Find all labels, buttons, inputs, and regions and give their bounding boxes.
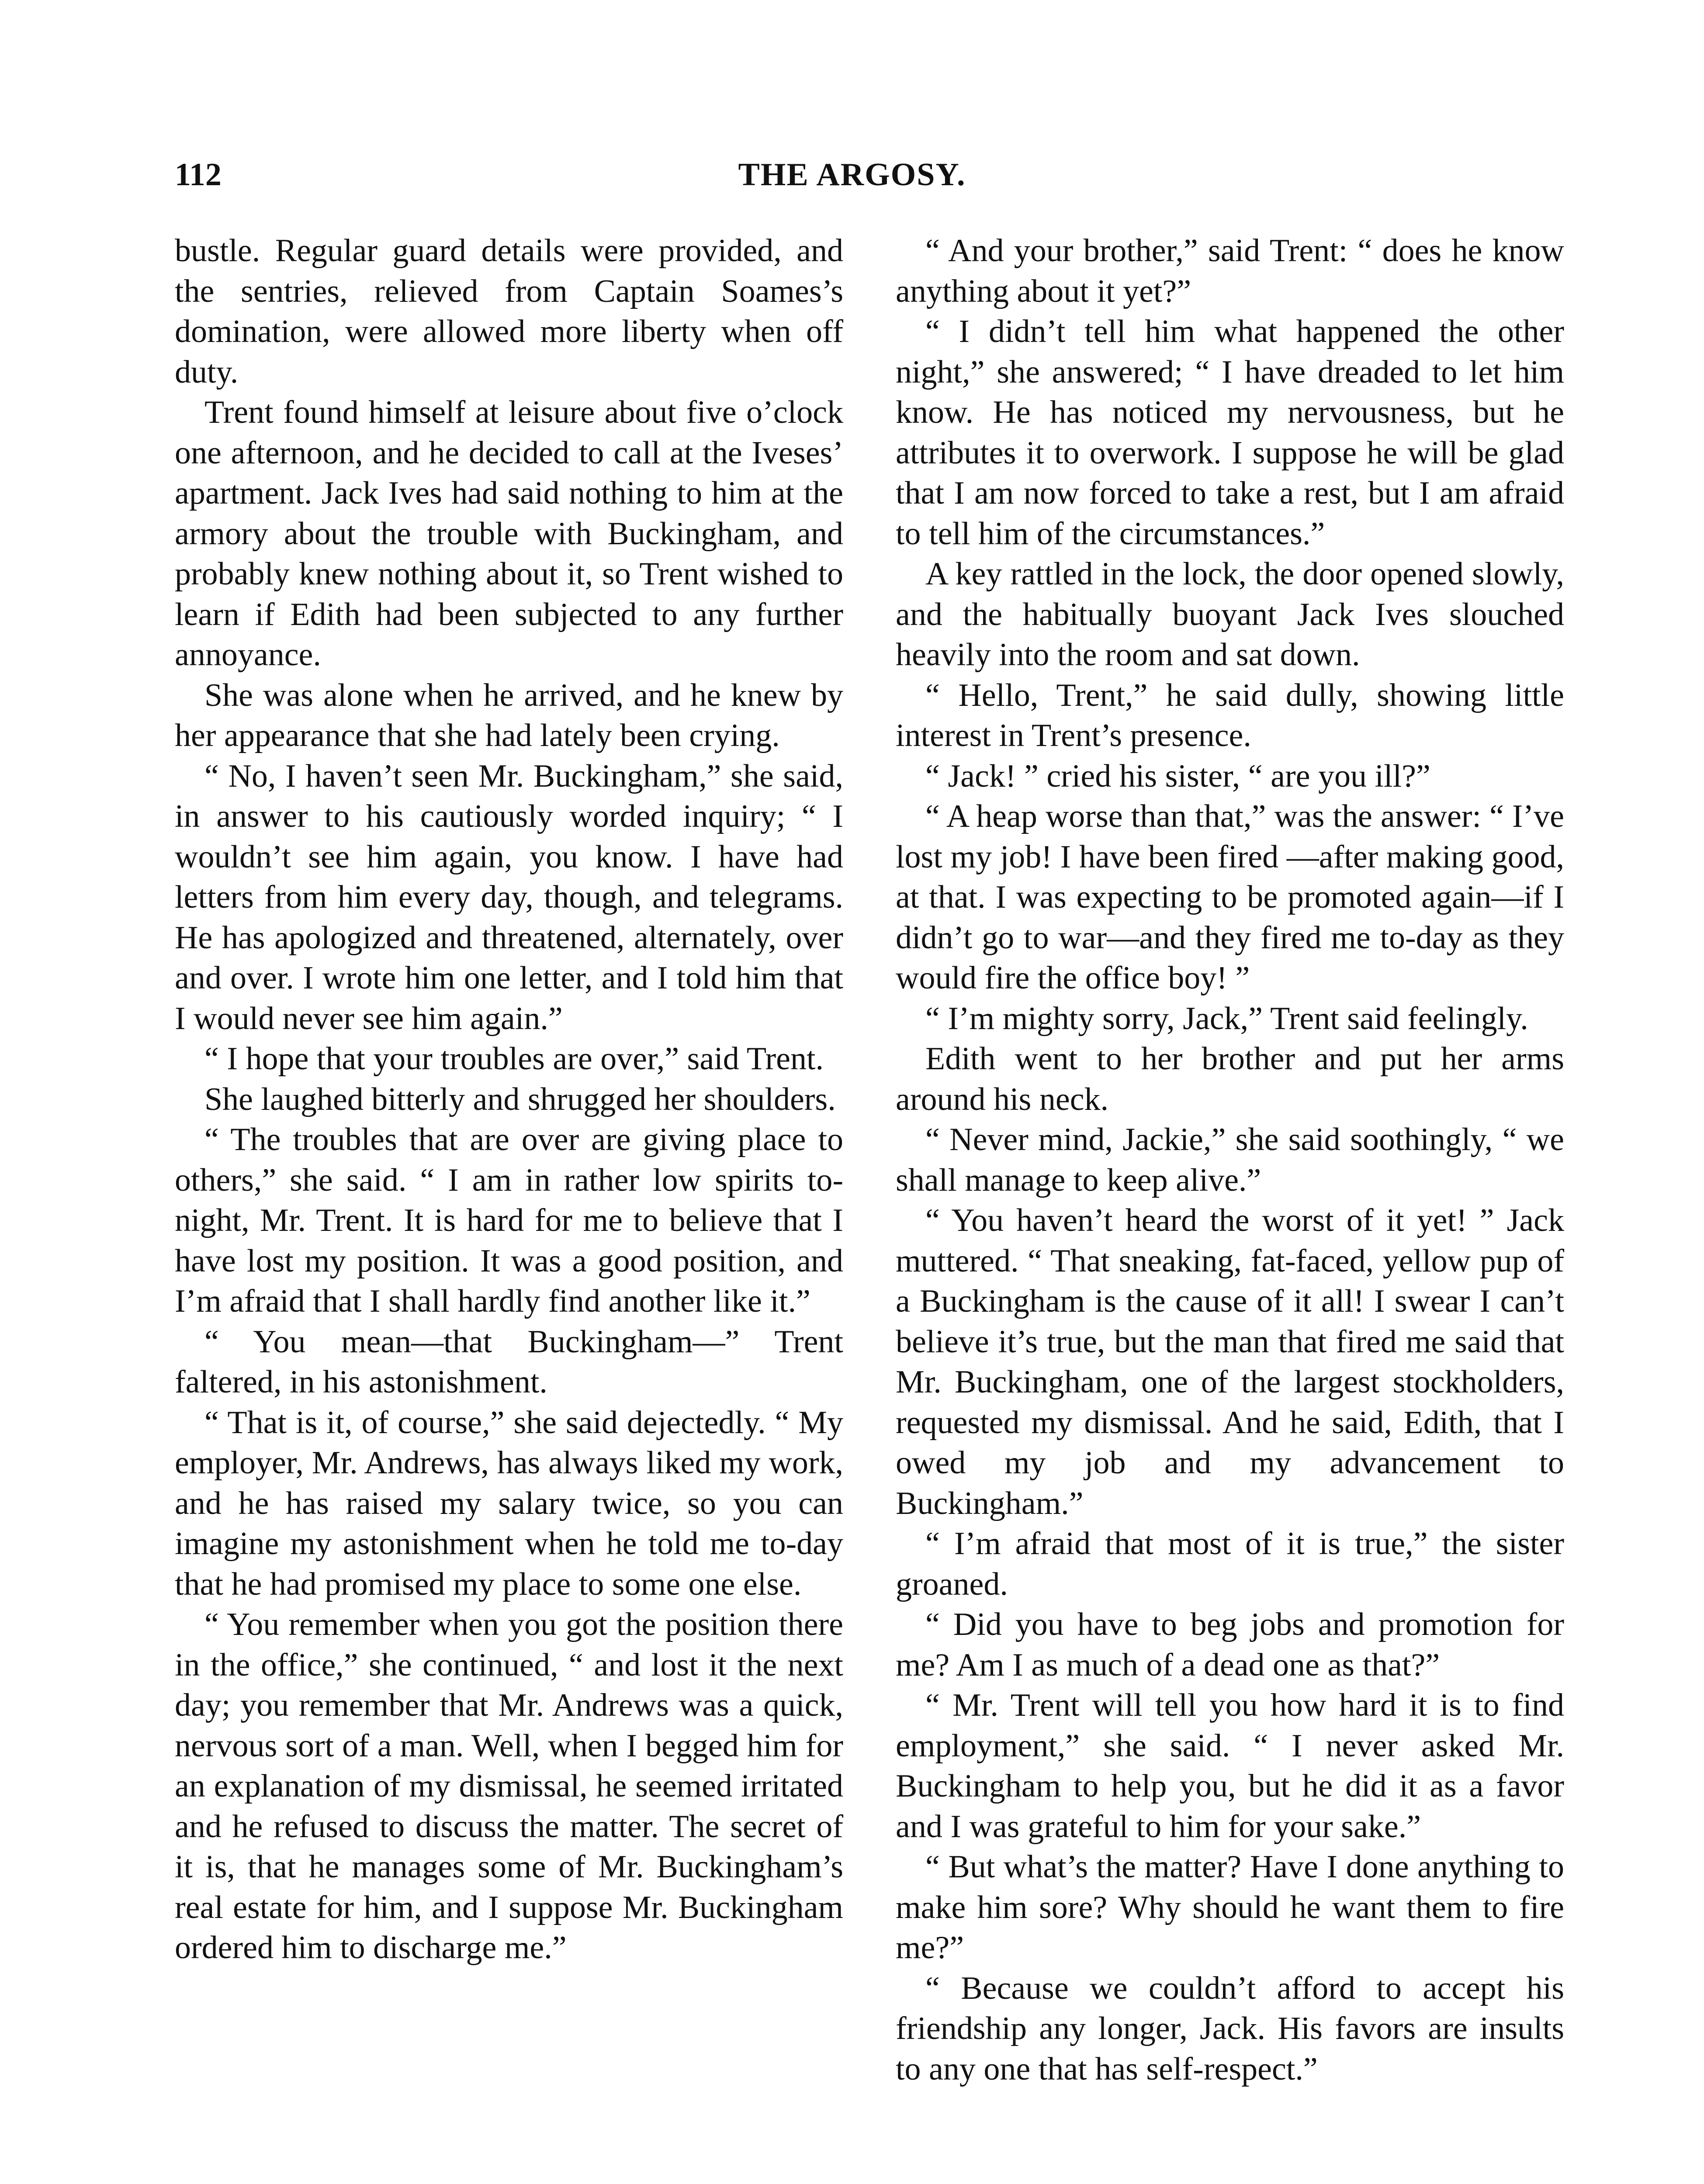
paragraph: “ Never mind, Jackie,” she said soothingly, “ we shall manage to keep alive.” xyxy=(896,1122,1564,1198)
paragraph: A key rattled in the lock, the door opened slowly, and the habitually buoyant Jack Ives slouched heavily into the room and sat down. xyxy=(896,556,1564,673)
paragraph: “ Mr. Trent will tell you how hard it is to find employment,” she said. “ I never asked Mr. Buckingham to help you, but he did it as a favor and I was grateful to him for your sake.” xyxy=(896,1687,1564,1845)
paragraph: “ You remember when you got the position there in the office,” she continued, “ and lost it the next day; you remember that Mr. Andrews was a quick, nervous sort of a man. Well, when I begged him for an explanation of my dismissal, he seemed irritated and he refused to discuss the matter. The secret of it is, that he manages some of Mr. Buckingham’s real estate for him, and I suppose Mr. Buckingham ordered him to discharge me.” xyxy=(175,1607,843,1966)
right-column xyxy=(896,231,1564,2089)
paragraph: “ I didn’t tell him what happened the other night,” she answered; “ I have dreaded to let him know. He has noticed my nervousness, but he attributes it to overwork. I suppose he will be glad that I am now forced to take a rest, but I am afraid to tell him of the circumstances.” xyxy=(896,314,1564,552)
paragraph: Edith went to her brother and put her arms around his neck. xyxy=(896,1041,1564,1117)
paragraph: “ The troubles that are over are giving place to others,” she said. “ I am in rather low spirits to-night, Mr. Trent. It is hard for me to believe that I have lost my position. It was a good position, and I’m afraid that I shall hardly find another like it.” xyxy=(175,1122,843,1319)
paragraph: “ That is it, of course,” she said dejectedly. “ My employer, Mr. Andrews, has always liked my work, and he has raised my salary twice, so you can imagine my astonishment when he told me to-day that he had promised my place to some one else. xyxy=(175,1404,843,1602)
left-column xyxy=(175,231,843,1968)
paragraph: “ You haven’t heard the worst of it yet! ” Jack muttered. “ That sneaking, fat-faced, yellow pup of a Buckingham is the cause of it all! I swear I can’t believe it’s true, but the man that fired me said that Mr. Buckingham, one of the largest stockholders, requested my dismissal. And he said, Edith, that I owed my job and my advancement to Buckingham.” xyxy=(896,1203,1564,1521)
paragraph: “ No, I haven’t seen Mr. Buckingham,” she said, in answer to his cautiously worded inquiry; “ I wouldn’t see him again, you know. I have had letters from him every day, though, and telegrams. He has apologized and threatened, alternately, over and over. I wrote him one letter, and I told him that I would never see him again.” xyxy=(175,758,843,1037)
paragraph: “ Because we couldn’t afford to accept his friendship any longer, Jack. His favors are insults to any one that has self-respect.” xyxy=(896,1970,1564,2087)
paragraph: She laughed bitterly and shrugged her shoulders. xyxy=(204,1081,836,1117)
paragraph: “ A heap worse than that,” was the answer: “ I’ve lost my job! I have been fired —after making good, at that. I was expecting to be promoted again—if I didn’t go to war—and they fired me to-day as they would fire the office boy! ” xyxy=(896,798,1564,996)
paragraph: “ I’m mighty sorry, Jack,” Trent said feelingly. xyxy=(925,1000,1528,1037)
paragraph: “ I’m afraid that most of it is true,” the sister groaned. xyxy=(896,1526,1564,1602)
paragraph: “ You mean—that Buckingham—” Trent faltered, in his astonishment. xyxy=(175,1324,843,1400)
paragraph: “ Did you have to beg jobs and promotion for me? Am I as much of a dead one as that?” xyxy=(896,1607,1564,1683)
paragraph: bustle. Regular guard details were provided, and the sentries, relieved from Captain Soames’s domination, were allowed more liberty when off duty. xyxy=(175,233,843,390)
paragraph: She was alone when he arrived, and he knew by her appearance that she had lately been crying. xyxy=(175,677,843,753)
paragraph: “ I hope that your troubles are over,” said Trent. xyxy=(204,1041,824,1077)
paragraph: “ Hello, Trent,” he said dully, showing little interest in Trent’s presence. xyxy=(896,677,1564,753)
paragraph: “ And your brother,” said Trent: “ does he know anything about it yet?” xyxy=(896,233,1564,309)
page-number: 112 xyxy=(175,157,222,193)
paragraph: Trent found himself at leisure about five o’clock one afternoon, and he decided to call at the Iveses’ apartment. Jack Ives had said nothing to him at the armory about the trouble with Buckingham, and probably knew nothing about it, so Trent wished to learn if Edith had been subjected to any further annoyance. xyxy=(175,394,843,673)
paragraph: “ But what’s the matter? Have I done anything to make him sore? Why should he want them to fire me?” xyxy=(896,1849,1564,1966)
paragraph: “ Jack! ” cried his sister, “ are you ill?” xyxy=(925,758,1430,794)
running-head: THE ARGOSY. xyxy=(738,157,966,193)
